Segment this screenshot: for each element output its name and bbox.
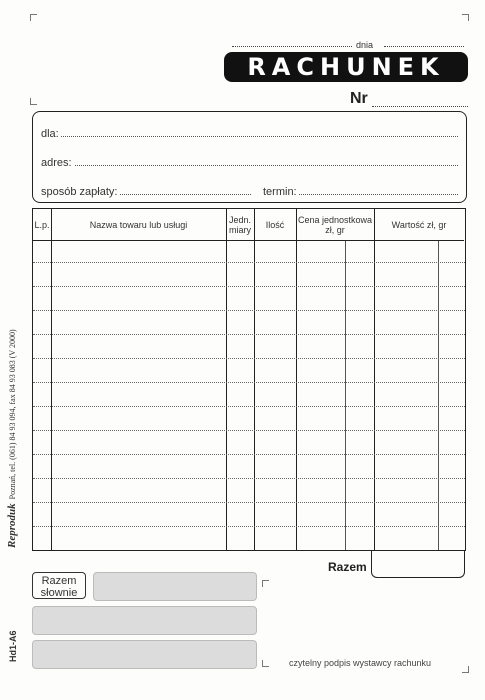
column-divider xyxy=(296,209,297,550)
table-row[interactable] xyxy=(33,454,465,455)
number-field[interactable] xyxy=(350,90,468,110)
column-header-name: Nazwa towaru lub usługi xyxy=(51,209,226,241)
total-label: Razem xyxy=(328,560,367,574)
column-divider xyxy=(374,209,375,550)
total-in-words-field[interactable] xyxy=(93,572,257,601)
table-row[interactable] xyxy=(33,526,465,527)
signature-corner xyxy=(262,660,269,667)
table-row[interactable] xyxy=(33,262,465,263)
table-row[interactable] xyxy=(33,310,465,311)
table-row[interactable] xyxy=(33,406,465,407)
table-row[interactable] xyxy=(33,478,465,479)
payment-method-field[interactable] xyxy=(41,182,251,198)
corner-mark xyxy=(462,666,469,673)
column-header-lp: L.p. xyxy=(33,209,51,241)
number-label: Nr xyxy=(350,90,368,107)
corner-mark xyxy=(30,98,37,105)
items-table xyxy=(32,208,466,551)
payment-term-field[interactable] xyxy=(263,182,458,198)
customer-section xyxy=(32,111,467,203)
payment-method-label: sposób zapłaty: xyxy=(41,186,118,198)
customer-name-field[interactable] xyxy=(41,124,458,140)
column-header-quantity: Ilość xyxy=(254,209,296,241)
column-divider xyxy=(254,209,255,550)
column-divider xyxy=(51,209,52,550)
publisher-note xyxy=(6,248,18,548)
corner-mark xyxy=(30,14,37,21)
date-field[interactable] xyxy=(232,36,464,50)
publisher-brand: Reproduk xyxy=(6,503,18,548)
column-header-unit-price: Cena jednostkowa zł, gr xyxy=(296,209,374,241)
table-row[interactable] xyxy=(33,334,465,335)
total-in-words-label: Razem słownie xyxy=(32,572,86,599)
total-in-words-field-3[interactable] xyxy=(32,640,257,669)
table-row[interactable] xyxy=(33,430,465,431)
table-row[interactable] xyxy=(33,382,465,383)
column-header-value: Wartość zł, gr xyxy=(374,209,464,241)
signature-label: czytelny podpis wystawcy rachunku xyxy=(289,658,432,668)
form-code: Hd1-A6 xyxy=(8,630,18,662)
date-label: dnia xyxy=(356,40,374,50)
corner-mark xyxy=(462,14,469,21)
total-in-words-field-2[interactable] xyxy=(32,606,257,635)
document-title: RACHUNEK xyxy=(224,52,468,82)
payment-term-label: termin: xyxy=(263,186,297,198)
table-row[interactable] xyxy=(33,358,465,359)
total-field[interactable] xyxy=(371,551,465,578)
customer-address-field[interactable] xyxy=(41,153,458,169)
customer-name-label: dla: xyxy=(41,128,59,140)
column-header-unit: Jedn. miary xyxy=(226,209,254,241)
column-divider-cents xyxy=(438,241,439,550)
publisher-details: Poznań, tel. (061) 84 93 094, fax 84 93 083 (V 2000) xyxy=(8,329,17,500)
signature-corner xyxy=(262,580,269,587)
customer-address-label: adres: xyxy=(41,157,72,169)
column-divider xyxy=(226,209,227,550)
table-row[interactable] xyxy=(33,502,465,503)
table-row[interactable] xyxy=(33,286,465,287)
column-divider-cents xyxy=(345,241,346,550)
